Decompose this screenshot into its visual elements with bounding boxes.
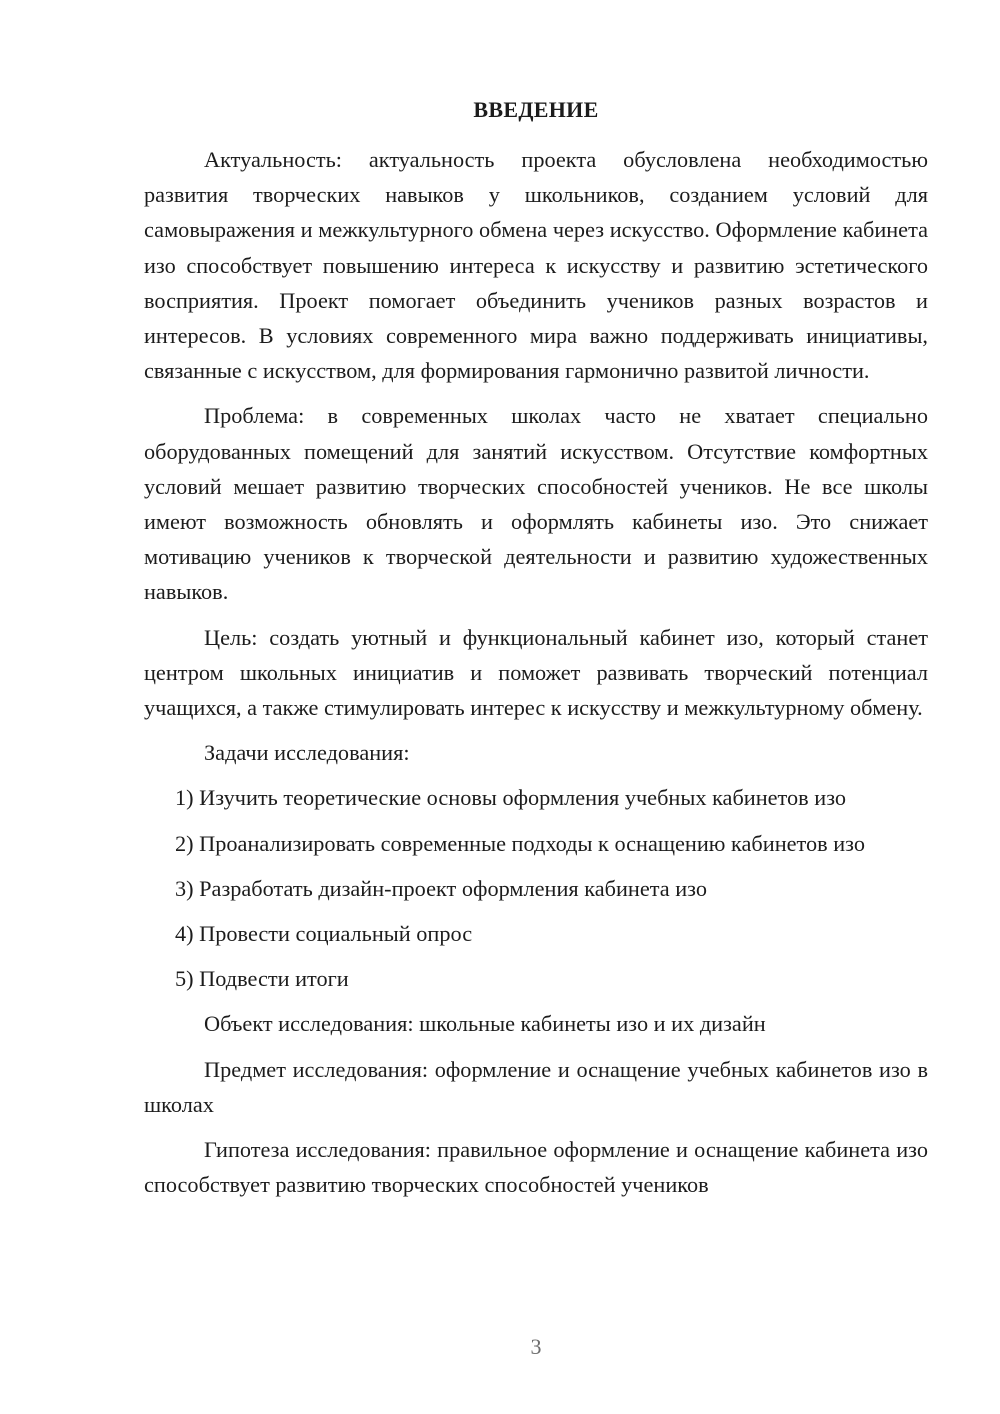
paragraph-relevance: Актуальность: актуальность проекта обусловлена необходимостью развития творческих навыков у школьников, созданием условий для самовыражения и межкультурного обмена через искусство. Оформление кабинета изо способствует повышению интереса к искусству и развитию эстетического восприятия. Проект помогает объединить учеников разных возрастов и интересов. В условиях современного мира важно поддерживать инициативы, связанные с искусством, для формирования гармонично развитой личности. xyxy=(144,147,928,384)
paragraph-goal: Цель: создать уютный и функциональный кабинет изо, который станет центром школьных инициатив и поможет развивать творческий потенциал учащихся, а также стимулировать интерес к искусству и межкультурному обмену. xyxy=(144,624,928,721)
tasks-title: Задачи исследования: xyxy=(204,740,410,766)
paragraph-object: Объект исследования: школьные кабинеты изо и их дизайн xyxy=(204,1011,766,1037)
section-heading: ВВЕДЕНИЕ xyxy=(473,97,599,122)
task-item-5: 5) Подвести итоги xyxy=(175,966,349,992)
paragraph-subject: Предмет исследования: оформление и оснащение учебных кабинетов изо в школах xyxy=(144,1056,928,1117)
document-body xyxy=(144,142,928,1212)
page-number: 3 xyxy=(530,1334,542,1359)
task-item-4: 4) Провести социальный опрос xyxy=(175,921,473,947)
task-item-2: 2) Проанализировать современные подходы к оснащению кабинетов изо xyxy=(175,830,865,856)
paragraph-hypothesis: Гипотеза исследования: правильное оформление и оснащение кабинета изо способствует развитию творческих способностей учеников xyxy=(144,1137,928,1198)
paragraph-problem: Проблема: в современных школах часто не хватает специально оборудованных помещений для занятий искусством. Отсутствие комфортных условий мешает развитию творческих способностей учеников. Не все школы имеют возможность обновлять и оформлять кабинеты изо. Это снижает мотивацию учеников к творческой деятельности и развитию художественных навыков. xyxy=(144,403,928,605)
task-item-1: 1) Изучить теоретические основы оформления учебных кабинетов изо xyxy=(175,785,847,811)
task-item-3: 3) Разработать дизайн-проект оформления кабинета изо xyxy=(175,875,707,901)
